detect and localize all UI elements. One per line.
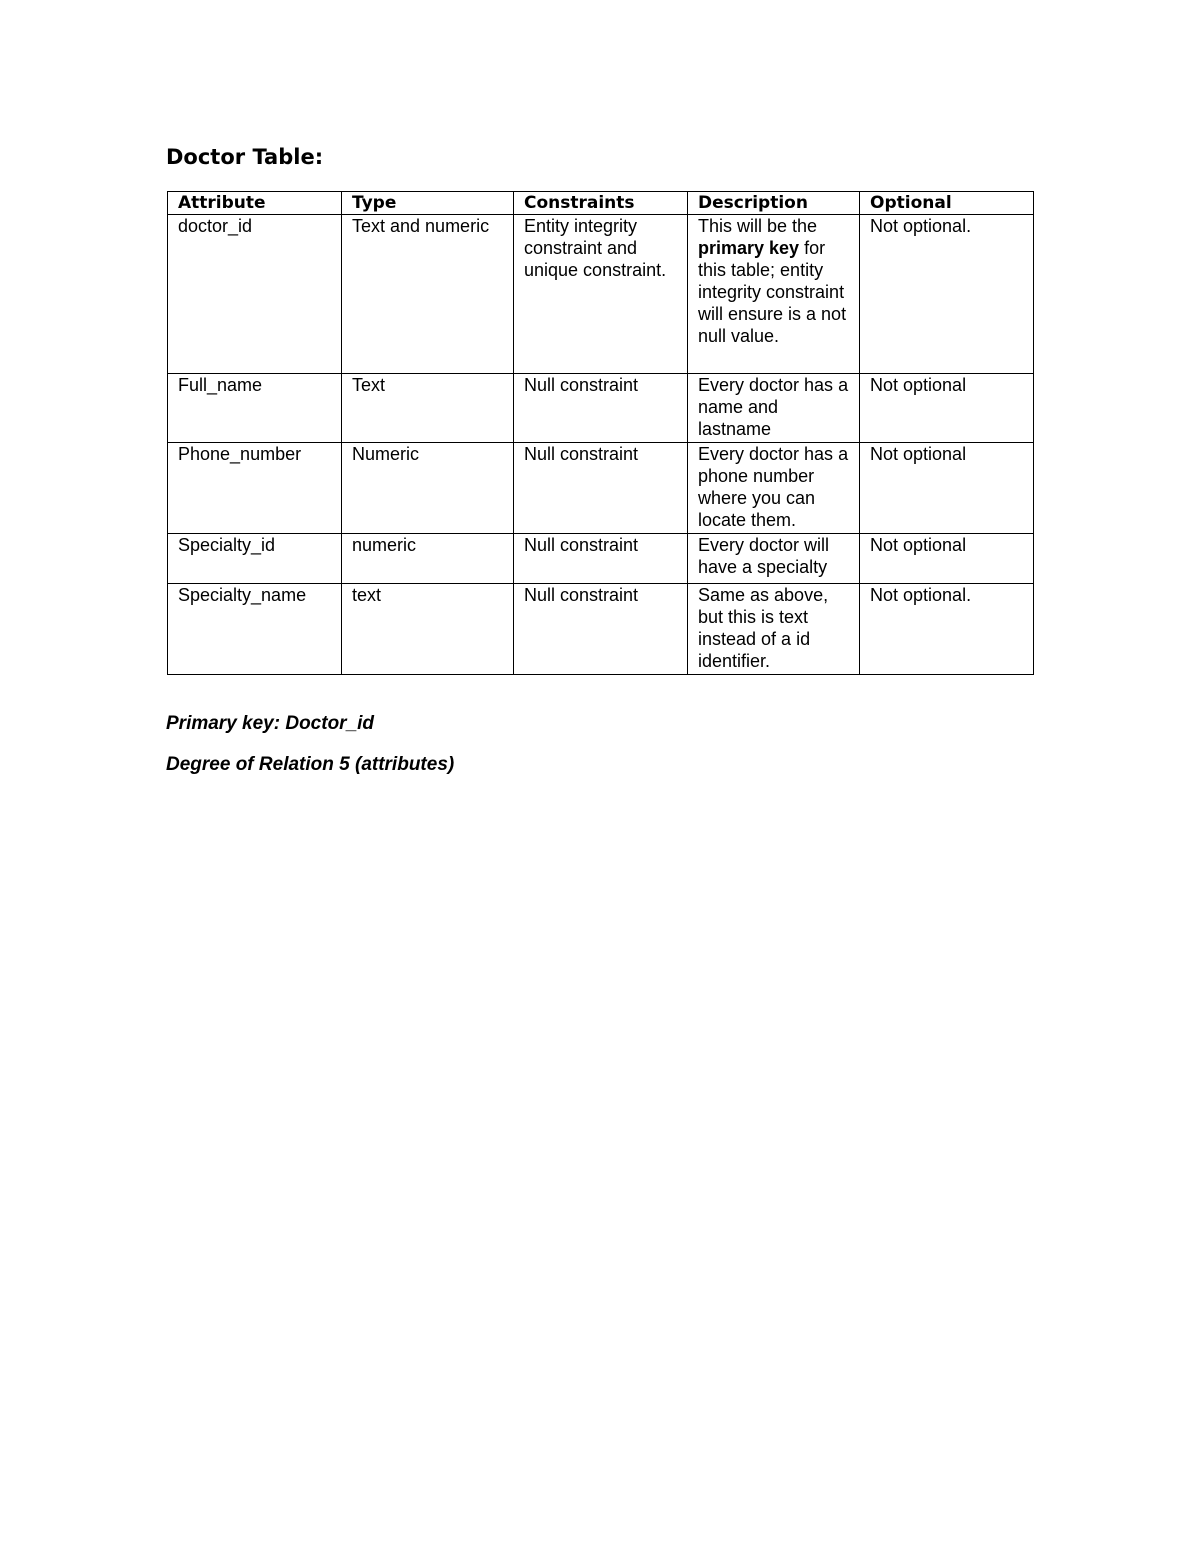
cell-optional: Not optional [860, 374, 1034, 443]
column-header-constraints: Constraints [514, 192, 688, 215]
doctor-table [167, 191, 1034, 675]
cell-description: Every doctor will have a specialty [688, 534, 860, 584]
cell-type: numeric [342, 534, 514, 584]
cell-optional: Not optional. [860, 215, 1034, 374]
column-header-description: Description [688, 192, 860, 215]
cell-constraints: Null constraint [514, 534, 688, 584]
description-text-suffix: for this table; entity integrity constraint will ensure is a not null value. [698, 238, 847, 346]
cell-description: Same as above, but this is text instead of a id identifier. [688, 584, 860, 675]
table-row [168, 443, 1034, 534]
table-row [168, 215, 1034, 374]
table-row [168, 534, 1034, 584]
cell-type: Numeric [342, 443, 514, 534]
cell-constraints: Null constraint [514, 443, 688, 534]
cell-attribute: Phone_number [168, 443, 342, 534]
cell-constraints: Null constraint [514, 584, 688, 675]
cell-attribute: Full_name [168, 374, 342, 443]
cell-constraints: Entity integrity constraint and unique constraint. [514, 215, 688, 374]
cell-type: text [342, 584, 514, 675]
primary-key-note: Primary key: Doctor_id [166, 713, 375, 734]
cell-constraints: Null constraint [514, 374, 688, 443]
cell-type: Text and numeric [342, 215, 514, 374]
column-header-type: Type [342, 192, 514, 215]
cell-optional: Not optional [860, 534, 1034, 584]
cell-description [688, 215, 860, 374]
column-header-optional: Optional [860, 192, 1034, 215]
cell-type: Text [342, 374, 514, 443]
table-header-row [168, 192, 1034, 215]
cell-description: Every doctor has a name and lastname [688, 374, 860, 443]
cell-description: Every doctor has a phone number where you can locate them. [688, 443, 860, 534]
table-row [168, 374, 1034, 443]
cell-attribute: doctor_id [168, 215, 342, 374]
cell-optional: Not optional. [860, 584, 1034, 675]
cell-optional: Not optional [860, 443, 1034, 534]
description-text-bold: primary key [698, 238, 800, 258]
table-row [168, 584, 1034, 675]
degree-of-relation-note: Degree of Relation 5 (attributes) [166, 754, 455, 775]
cell-attribute: Specialty_id [168, 534, 342, 584]
column-header-attribute: Attribute [168, 192, 342, 215]
description-text-prefix: This will be the [698, 216, 818, 236]
cell-attribute: Specialty_name [168, 584, 342, 675]
page-title: Doctor Table: [166, 145, 324, 169]
